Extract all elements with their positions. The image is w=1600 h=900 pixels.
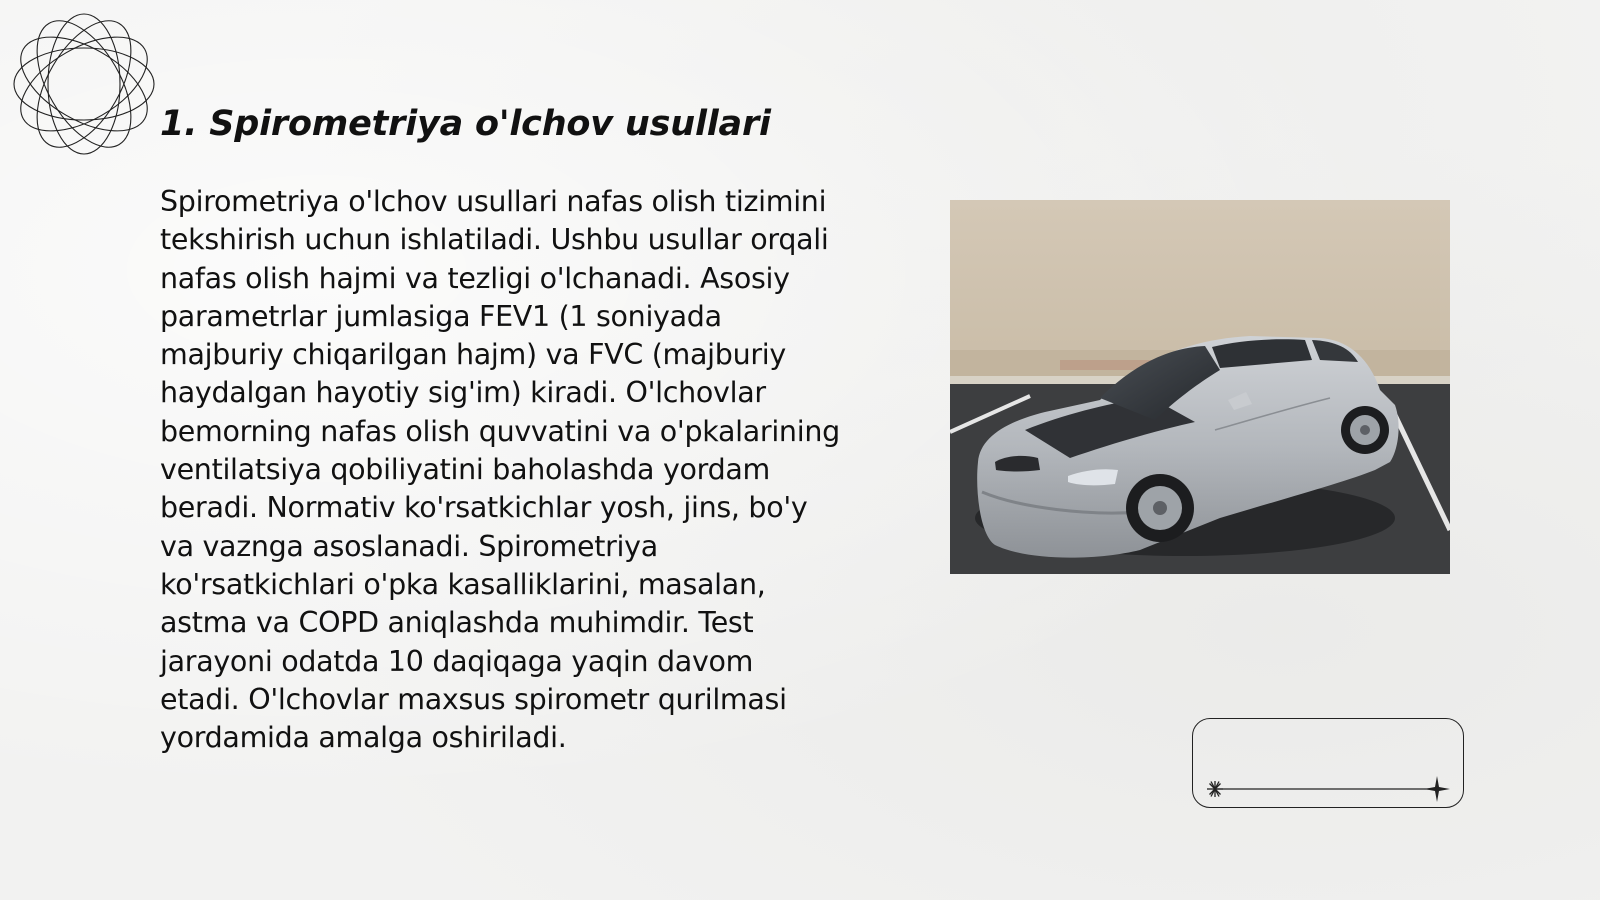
starburst-icon — [1207, 781, 1223, 797]
decorative-frame — [1192, 718, 1464, 808]
decorative-line — [1193, 719, 1465, 809]
slide-body-text: Spirometriya o'lchov usullari nafas olish tizimini tekshirish uchun ishlatiladi. Ushbu usullar orqali nafas olish hajmi va tezligi o'lchanadi. Asosiy parametrlar jumlasiga FEV1 (1 soniyada majburiy chiqarilgan hajm) va FVC (majburiy haydalgan hayotiy sig'im) kiradi. O'lchovlar bemorning nafas olish quvvatini va o'pkalarining ventilatsiya qobiliyatini baholashda yordam beradi. Normativ ko'rsatkichlar yosh, jins, bo'y va vaznga asoslanadi. Spirometriya ko'rsatkichlari o'pka kasalliklarini, masalan, astma va COPD aniqlashda muhimdir. Test jarayoni odatda 10 daqiqaga yaqin davom etadi. O'lchovlar maxsus spirometr qurilmasi yordamida amalga oshiriladi. — [160, 185, 840, 755]
car-photo — [950, 200, 1450, 574]
sparkle-icon — [1424, 776, 1450, 802]
orbit-rings-icon — [10, 10, 158, 158]
slide-title: 1. Spirometriya o'lchov usullari — [160, 104, 771, 144]
